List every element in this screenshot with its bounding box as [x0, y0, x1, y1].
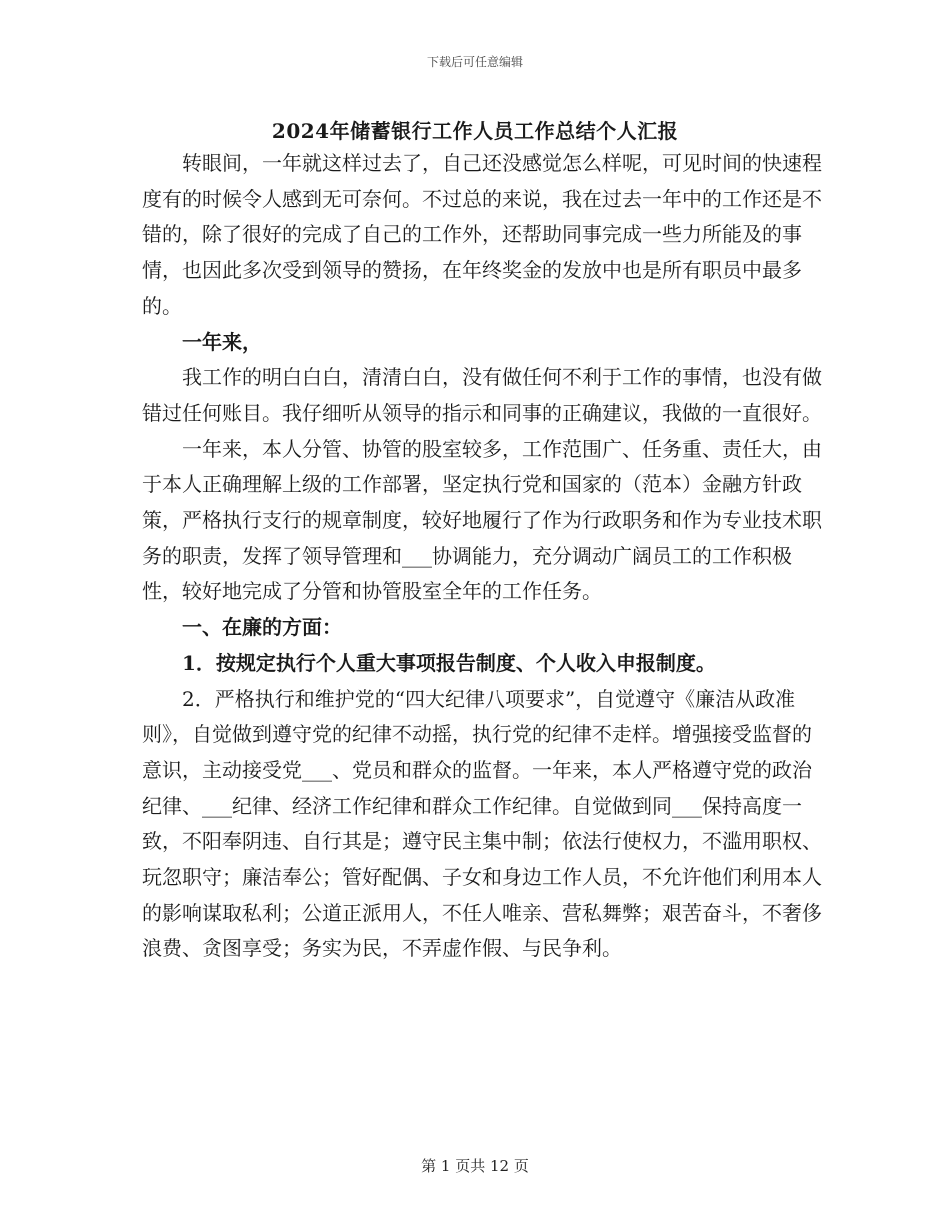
paragraph-item-2: 2．严格执行和维护党的“四大纪律八项要求”，自觉遵守《廉洁从政准则》，自觉做到遵守党的纪律不动摇，执行党的纪律不走样。增强接受监督的意识，主动接受党___、党员和群众的监督。一年来，本人严格遵守党的政治纪律、___纪律、经济工作纪律和群众工作纪律。自觉做到同___保持高度一致，不阳奉阴违、自行其是；遵守民主集中制；依法行使权力，不滥用职权、玩忽职守；廉洁奉公；管好配偶、子女和身边工作人员，不允许他们利用本人的影响谋取私利；公道正派用人，不任人唯亲、营私舞弊；艰苦奋斗，不奢侈浪费、贪图享受；务实为民，不弄虚作假、与民争利。: [142, 686, 822, 961]
heading-year-summary: 一年来，: [182, 329, 262, 354]
page-number: 第 1 页共 12 页: [421, 1157, 529, 1175]
heading-integrity: 一、在廉的方面：: [182, 615, 342, 640]
header-note: 下载后可任意编辑: [426, 55, 523, 69]
heading-item-1: 1．按规定执行个人重大事项报告制度、个人收入申报制度。: [182, 650, 716, 675]
paragraph-responsibilities: 一年来，本人分管、协管的股室较多，工作范围广、任务重、责任大，由于本人正确理解上级的工作部署，坚定执行党和国家的（范本）金融方针政策，严格执行支行的规章制度，较好地履行了作为行政职务和作为专业技术职务的职责，发挥了领导管理和___协调能力，充分调动广阔员工的工作积极性，较好地完成了分管和协管股室全年的工作任务。: [142, 436, 822, 604]
document-body: [142, 146, 822, 967]
document-title: 2024年储蓄银行工作人员工作总结个人汇报: [271, 119, 679, 143]
paragraph-work-conduct: 我工作的明白白白，清清白白，没有做任何不利于工作的事情，也没有做错过任何账目。我仔细听从领导的指示和同事的正确建议，我做的一直很好。: [142, 365, 822, 425]
paragraph-intro: 转眼间，一年就这样过去了，自己还没感觉怎么样呢，可见时间的快速程度有的时候令人感到无可奈何。不过总的来说，我在过去一年中的工作还是不错的，除了很好的完成了自己的工作外，还帮助同事完成一些力所能及的事情，也因此多次受到领导的赞扬，在年终奖金的发放中也是所有职员中最多的。: [142, 151, 822, 318]
